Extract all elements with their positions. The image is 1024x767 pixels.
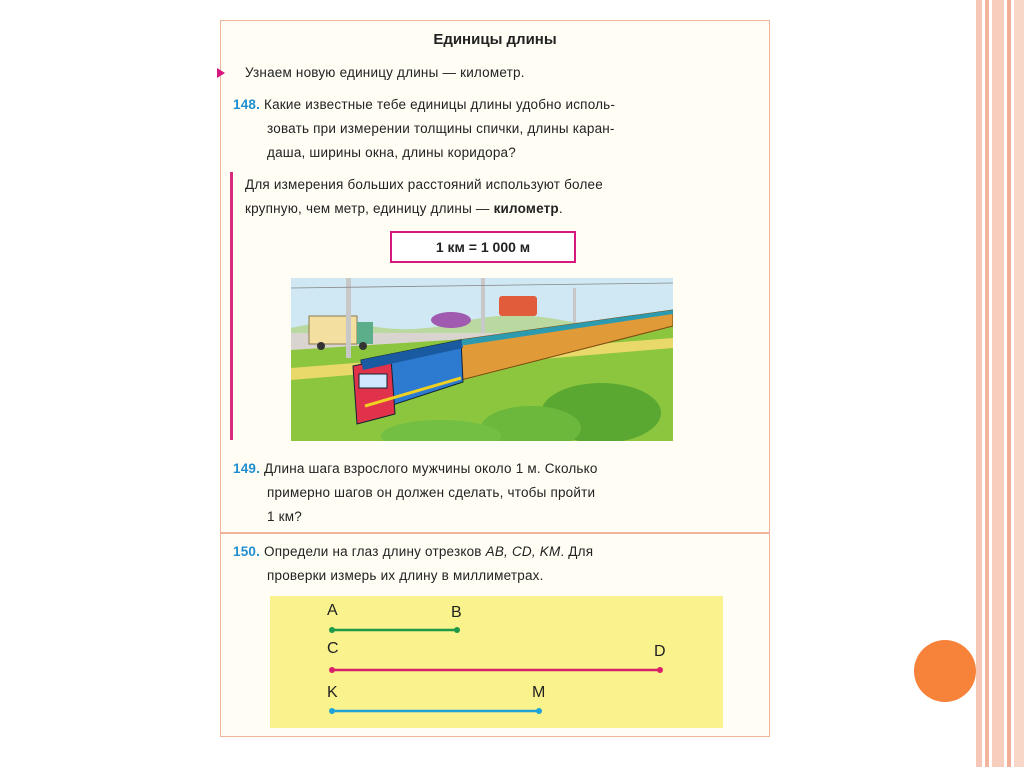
- orange-circle-decoration: [914, 640, 976, 702]
- train-illustration: [291, 278, 673, 441]
- exercise-number: 149.: [233, 461, 261, 476]
- rule-line2: [245, 197, 563, 220]
- intro-text: Узнаем новую единицу длины — километр.: [245, 65, 525, 80]
- point-c: [329, 667, 335, 673]
- exercise-number: 150.: [233, 544, 261, 559]
- rule-marker-bar: [230, 172, 233, 440]
- point-a: [329, 627, 335, 633]
- label-b: B: [451, 604, 462, 621]
- exercise-148: [233, 93, 615, 116]
- rule-period: .: [558, 201, 563, 216]
- rule-keyword: километр: [493, 201, 559, 216]
- label-d: D: [654, 643, 666, 660]
- label-c: C: [327, 640, 339, 657]
- section-divider: [221, 532, 769, 534]
- label-k: K: [327, 684, 338, 701]
- pointer-arrow-icon: [217, 68, 225, 78]
- point-k: [329, 708, 335, 714]
- exercise-150: [233, 540, 593, 563]
- point-b: [454, 627, 460, 633]
- exercise-text-end: . Для: [560, 544, 594, 559]
- exercise-148-line3: даша, ширины окна, длины коридора?: [267, 145, 516, 160]
- exercise-text: Определи на глаз длину отрезков: [264, 544, 486, 559]
- exercise-149-line3: 1 км?: [267, 509, 302, 524]
- textbook-page: [220, 20, 770, 737]
- exercise-150-line2: проверки измерь их длину в миллиметрах.: [267, 568, 544, 583]
- exercise-149: [233, 457, 598, 480]
- exercise-text: Длина шага взрослого мужчины около 1 м. Сколько: [264, 461, 598, 476]
- label-a: A: [327, 602, 338, 619]
- slide-border-stripes: [976, 0, 1024, 767]
- segment-names: AB, CD, KM: [485, 544, 561, 559]
- point-m: [536, 708, 542, 714]
- page-title: Единицы длины: [433, 31, 557, 48]
- formula-box: 1 км = 1 000 м: [390, 231, 576, 263]
- exercise-149-line2: примерно шагов он должен сделать, чтобы пройти: [267, 485, 596, 500]
- segments-panel: [270, 596, 723, 728]
- point-d: [657, 667, 663, 673]
- exercise-148-line2: зовать при измерении толщины спички, длины каран-: [267, 121, 615, 136]
- rule-line1: Для измерения больших расстояний используют более: [245, 177, 603, 192]
- rule-text: крупную, чем метр, единицу длины —: [245, 201, 494, 216]
- exercise-number: 148.: [233, 97, 261, 112]
- label-m: M: [532, 684, 546, 701]
- exercise-text: Какие известные тебе единицы длины удобно исполь-: [264, 97, 616, 112]
